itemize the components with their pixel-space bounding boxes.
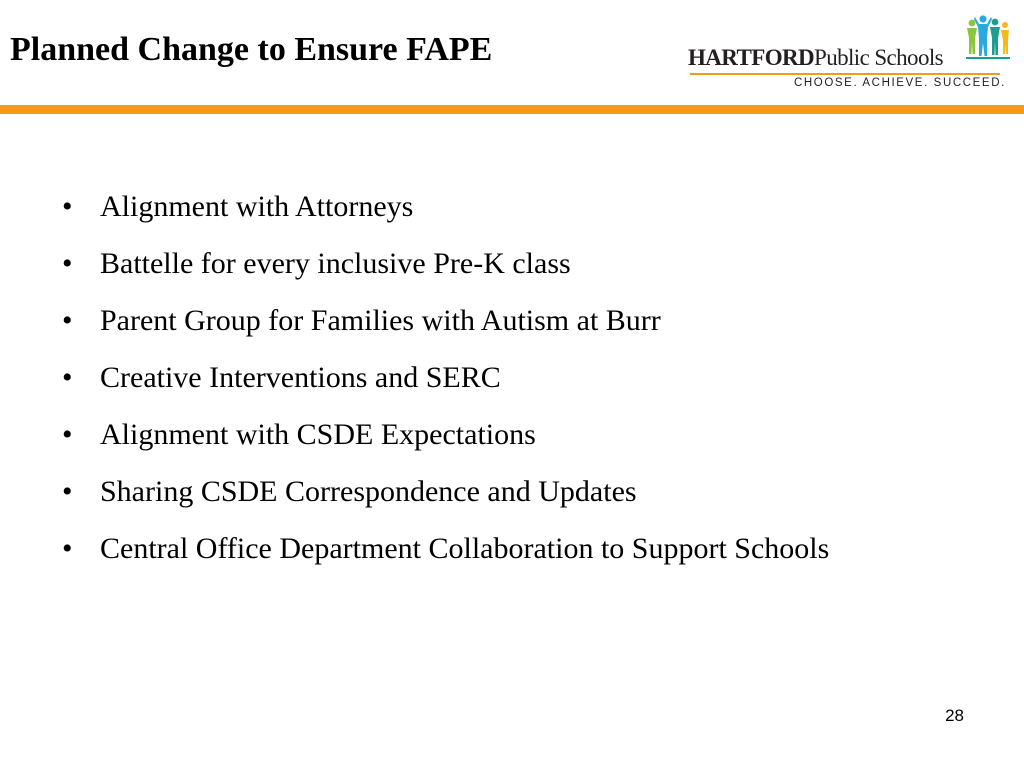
- logo-name-regular: Public Schools: [814, 45, 943, 70]
- bullet-text: Parent Group for Families with Autism at Burr: [100, 304, 661, 337]
- bullet-text: Alignment with Attorneys: [100, 190, 414, 223]
- bullet-text: Battelle for every inclusive Pre-K class: [100, 247, 571, 280]
- bullet-marker: •: [62, 475, 73, 508]
- bullet-item: [58, 190, 978, 224]
- bullet-item: [58, 304, 978, 338]
- bullet-marker: •: [62, 361, 73, 394]
- header-divider: [0, 105, 1024, 114]
- logo-tagline: CHOOSE. ACHIEVE. SUCCEED.: [794, 77, 1006, 89]
- bullet-text: Central Office Department Collaboration to Support Schools: [100, 532, 830, 565]
- logo-underline: [690, 73, 1000, 75]
- logo-wordmark: [688, 45, 943, 71]
- children-figures-icon: [966, 14, 1010, 64]
- bullet-text: Creative Interventions and SERC: [100, 361, 501, 394]
- bullet-item: [58, 247, 978, 281]
- logo-name-bold: HARTFORD: [688, 45, 815, 70]
- bullet-item: [58, 532, 978, 566]
- bullet-item: [58, 475, 978, 509]
- page-number: 28: [945, 706, 964, 725]
- bullet-marker: •: [62, 532, 73, 565]
- bullet-marker: •: [62, 304, 73, 337]
- hartford-public-schools-logo: [688, 14, 1018, 96]
- bullet-marker: •: [62, 418, 73, 451]
- bullet-item: [58, 418, 978, 452]
- bullet-marker: •: [62, 190, 73, 223]
- bullet-marker: •: [62, 247, 73, 280]
- bullet-item: [58, 361, 978, 395]
- bullet-text: Alignment with CSDE Expectations: [100, 418, 536, 451]
- slide-title: Planned Change to Ensure FAPE: [10, 31, 493, 68]
- bullet-list: [58, 190, 978, 589]
- bullet-text: Sharing CSDE Correspondence and Updates: [100, 475, 637, 508]
